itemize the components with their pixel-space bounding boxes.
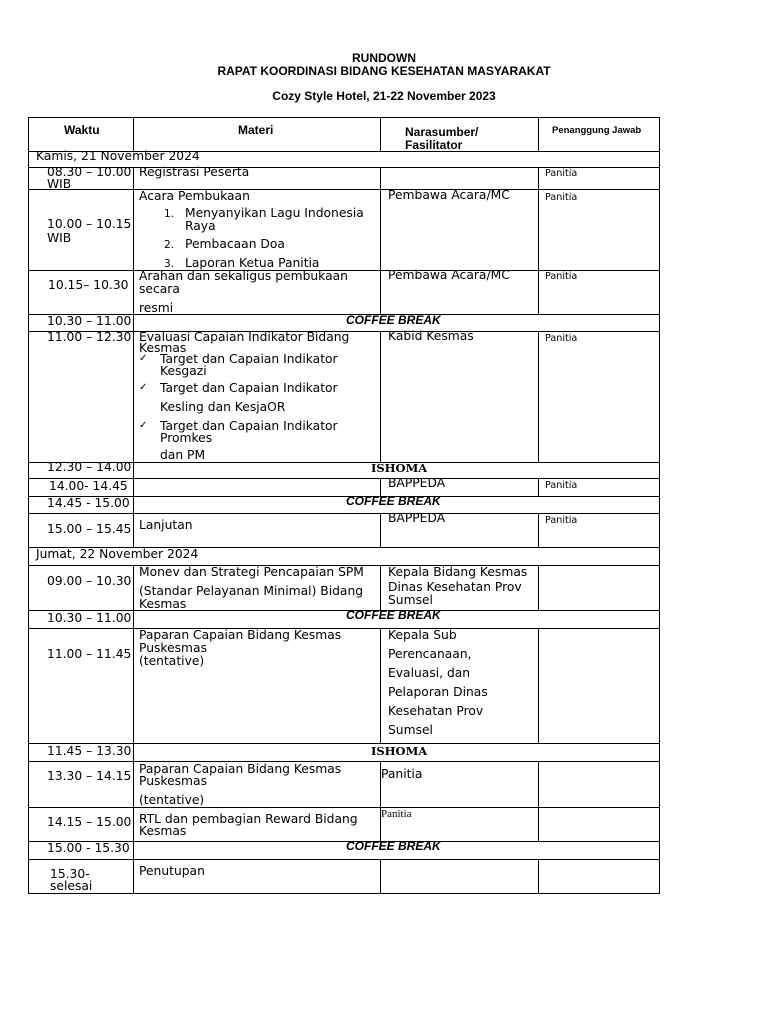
check-item-cont: Kesling dan KesjaOR xyxy=(160,400,286,414)
materi-cell-cont: (Standar Pelayanan Minimal) Bidang xyxy=(139,584,364,598)
list-item: Menyanyikan Lagu Indonesia xyxy=(185,206,364,220)
pj-cell: Panitia xyxy=(545,480,578,491)
materi-cell-cont: Kesmas xyxy=(139,597,187,611)
col-header-penanggung-jawab: Penanggung Jawab xyxy=(552,125,642,136)
time-cell: 15.00 – 15.45 xyxy=(47,522,132,536)
time-cell: 14.00- 14.45 xyxy=(49,479,128,493)
time-cell: 10.00 – 10.15 xyxy=(47,217,132,231)
day-label: Kamis, 21 November 2024 xyxy=(36,149,200,163)
narasumber-cell: BAPPEDA xyxy=(388,511,446,525)
narasumber-cell: BAPPEDA xyxy=(388,476,446,490)
col-header-waktu: Waktu xyxy=(64,123,100,137)
time-cell: 15.00 - 15.30 xyxy=(47,841,130,855)
time-cell: 15.30- xyxy=(50,867,90,881)
time-cell: 13.30 – 14.15 xyxy=(47,769,132,783)
narasumber-cell-cont: Sumsel xyxy=(388,723,433,737)
time-cell-cont: selesai xyxy=(50,879,93,893)
materi-cell-cont: resmi xyxy=(139,301,174,315)
materi-cell: RTL dan pembagian Reward Bidang xyxy=(139,812,358,826)
materi-cell-cont: (tentative) xyxy=(139,793,205,807)
narasumber-cell: Kepala Bidang Kesmas xyxy=(388,565,528,579)
document-title: RUNDOWN xyxy=(352,51,416,65)
time-cell: 10.30 – 11.00 xyxy=(47,314,132,328)
narasumber-cell: Kabid Kesmas xyxy=(388,329,474,343)
time-cell: 10.15– 10.30 xyxy=(48,278,129,292)
pj-cell: Panitia xyxy=(545,168,578,179)
materi-cell-cont: Puskesmas xyxy=(139,641,207,655)
list-item-cont: Raya xyxy=(185,219,216,233)
narasumber-cell-cont: Evaluasi, dan xyxy=(388,666,471,680)
narasumber-cell-cont: Sumsel xyxy=(388,593,433,607)
coffee-break-label: COFFEE BREAK xyxy=(346,839,441,853)
pj-cell: Panitia xyxy=(545,515,578,526)
narasumber-cell-cont: Pelaporan Dinas xyxy=(388,685,488,699)
time-cell-unit: WIB xyxy=(47,177,72,191)
materi-cell: Paparan Capaian Bidang Kesmas xyxy=(139,762,342,776)
materi-cell: Evaluasi Capaian Indikator Bidang xyxy=(139,330,350,344)
materi-cell: Lanjutan xyxy=(139,518,193,532)
narasumber-cell-cont: Perencanaan, xyxy=(388,647,472,661)
check-item-cont: Kesgazi xyxy=(160,364,207,378)
time-cell: 10.30 – 11.00 xyxy=(47,611,132,625)
col-header-materi: Materi xyxy=(238,123,274,137)
check-item: Target dan Capaian Indikator xyxy=(160,381,338,395)
check-item: Target dan Capaian Indikator xyxy=(160,352,338,366)
col-header-fasilitator: Fasilitator xyxy=(405,138,463,152)
narasumber-cell: Panitia xyxy=(381,808,412,820)
venue-line: Cozy Style Hotel, 21-22 November 2023 xyxy=(272,89,496,103)
pj-cell: Panitia xyxy=(545,271,578,282)
time-cell: 14.45 - 15.00 xyxy=(47,496,130,510)
check-icon: ✓ xyxy=(139,353,148,364)
narasumber-cell-cont: Dinas Kesehatan Prov xyxy=(388,580,522,594)
pj-cell: Panitia xyxy=(545,192,578,203)
materi-cell: Paparan Capaian Bidang Kesmas xyxy=(139,628,342,642)
materi-cell: Penutupan xyxy=(139,864,205,878)
time-cell: 09.00 – 10.30 xyxy=(47,574,132,588)
narasumber-cell: Pembawa Acara/MC xyxy=(388,188,510,202)
materi-cell: Monev dan Strategi Pencapaian SPM xyxy=(139,565,364,579)
materi-cell: Registrasi Peserta xyxy=(139,165,250,179)
materi-cell-cont: Puskesmas xyxy=(139,774,207,788)
ishoma-label: ISHOMA xyxy=(371,461,428,475)
narasumber-cell-cont: Kesehatan Prov xyxy=(388,704,484,718)
materi-cell-cont: Kesmas xyxy=(139,341,187,355)
check-icon: ✓ xyxy=(139,420,148,431)
time-cell: 14.15 – 15.00 xyxy=(47,815,132,829)
materi-cell: Acara Pembukaan xyxy=(139,189,250,203)
coffee-break-label: COFFEE BREAK xyxy=(346,313,441,327)
coffee-break-label: COFFEE BREAK xyxy=(346,608,441,622)
day-label: Jumat, 22 November 2024 xyxy=(36,547,199,561)
col-header-narasumber: Narasumber/ xyxy=(405,125,479,139)
pj-cell: Panitia xyxy=(545,333,578,344)
list-item: Laporan Ketua Panitia xyxy=(185,256,320,270)
time-cell-unit: WIB xyxy=(47,231,72,245)
list-number: 1. xyxy=(164,208,175,220)
check-item: Target dan Capaian Indikator xyxy=(160,419,338,433)
materi-cell-cont: secara xyxy=(139,282,180,296)
time-cell: 12.30 – 14.00 xyxy=(47,460,132,474)
materi-cell-cont: (tentative) xyxy=(139,654,205,668)
list-item: Pembacaan Doa xyxy=(185,237,285,251)
materi-cell: Arahan dan sekaligus pembukaan xyxy=(139,269,348,283)
check-icon: ✓ xyxy=(139,382,148,393)
time-cell: 08.30 – 10.00 xyxy=(47,165,132,179)
coffee-break-label: COFFEE BREAK xyxy=(346,494,441,508)
narasumber-cell: Panitia xyxy=(381,767,423,781)
time-cell: 11.45 – 13.30 xyxy=(47,744,132,758)
time-cell: 11.00 – 12.30 xyxy=(47,330,132,344)
time-cell: 11.00 – 11.45 xyxy=(47,647,132,661)
list-number: 3. xyxy=(164,258,175,270)
check-item-cont: dan PM xyxy=(160,448,206,462)
narasumber-cell: Kepala Sub xyxy=(388,628,457,642)
check-item-cont: Promkes xyxy=(160,431,213,445)
narasumber-cell: Pembawa Acara/MC xyxy=(388,268,510,282)
materi-cell-cont: Kesmas xyxy=(139,824,187,838)
ishoma-label: ISHOMA xyxy=(371,744,428,758)
document-subtitle: RAPAT KOORDINASI BIDANG KESEHATAN MASYARAKAT xyxy=(217,64,551,78)
list-number: 2. xyxy=(164,239,175,251)
